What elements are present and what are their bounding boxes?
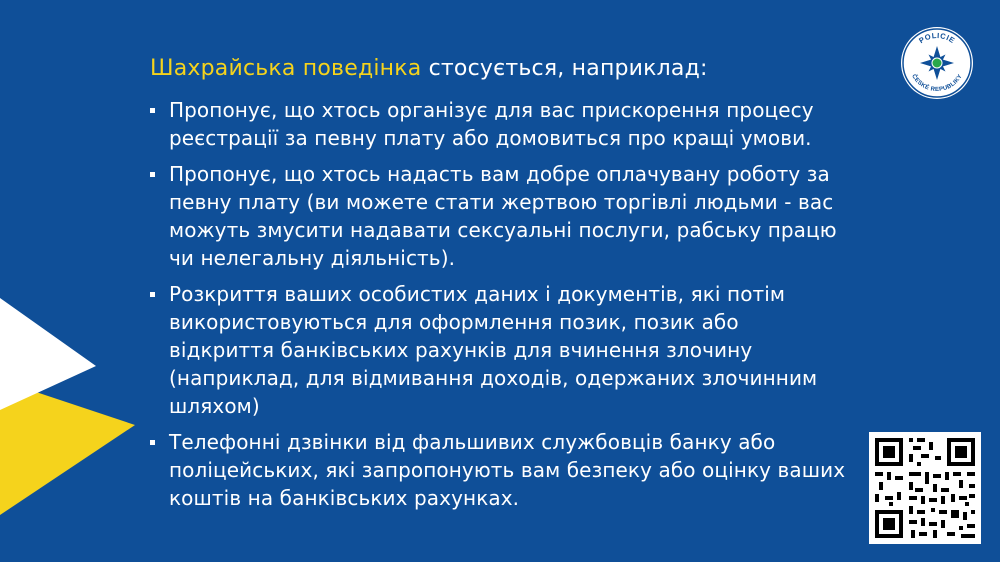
list-item-text: Телефонні дзвінки від фальшивих службовців банку або поліцейських, які запропонують вам безпеку або оцінку ваших коштів на банківських рахунках. <box>169 430 846 510</box>
qr-code-icon <box>869 432 981 544</box>
bullet-marker <box>150 292 155 297</box>
title-rest: стосується, наприклад: <box>421 56 708 81</box>
list-item-text: Пропонує, що хтось організує для вас прискорення процесу реєстрації за певну плату або домовиться про кращі умови. <box>169 98 814 150</box>
bullet-marker <box>150 440 155 445</box>
bullet-marker <box>150 172 155 177</box>
page-title <box>150 56 708 81</box>
list-item <box>150 96 850 152</box>
list-item <box>150 428 850 512</box>
police-star-badge-icon <box>900 26 974 100</box>
bullet-list <box>150 96 850 520</box>
white-triangle-decoration <box>0 298 100 418</box>
list-item-text: Пропонує, що хтось надасть вам добре оплачувану роботу за певну плату (ви можете стати жертвою торгівлі людьми - вас можуть змусити надавати сексуальні послуги, рабську працю чи нелегальну діяльність). <box>169 162 837 270</box>
list-item <box>150 160 850 272</box>
list-item-text: Розкриття ваших особистих даних і документів, які потім використовуються для оформлення позик, позик або відкриття банківських рахунків для вчинення злочину (наприклад, для відмивання доходів, одержаних злочинним шляхом) <box>169 282 818 418</box>
list-item <box>150 280 850 420</box>
logo-text-top: POLICIE <box>917 30 957 46</box>
logo-text-bottom: ČESKÉ REPUBLIKY <box>910 73 964 94</box>
title-highlight: Шахрайська поведінка <box>150 56 422 81</box>
bullet-marker <box>150 108 155 113</box>
